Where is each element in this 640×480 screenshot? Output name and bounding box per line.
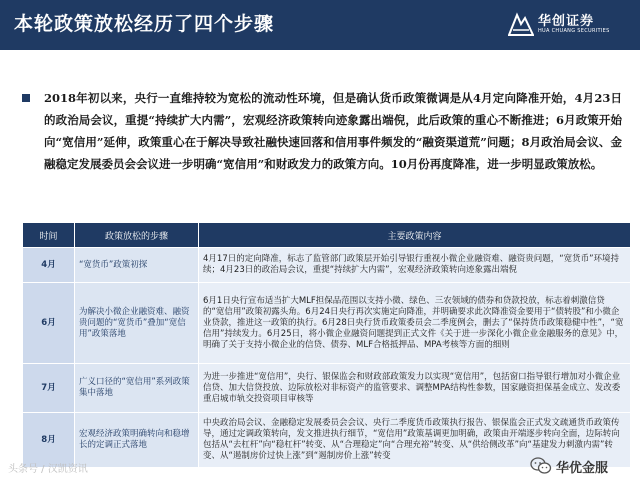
logo-mark-icon: [508, 12, 534, 36]
row-content: 4月17日的定向降准，标志了监管部门政策层开始引导银行重视小微企业融资难、融资贵问题，“宽货币”环境持续；4月23日的政治局会议，重提“持续扩大内需”，宏观经济政策转向迹象露出端倪: [199, 248, 631, 283]
logo-name: 华创证券: [538, 14, 595, 29]
row-time: 7月: [23, 364, 75, 413]
row-step: 宏观经济政策明确转向和稳增长的定调正式落地: [75, 413, 199, 468]
row-content: 6月1日央行宣布适当扩大MLF担保品范围以支持小微、绿色、三农领域的债券和贷款投放，标志着刺激信贷的“宽信用”政策初露头角。6月24日央行再次实施定向降准，并明确要求此次降准资金要用于“债转股”和小微企业贷款，推进这一政策的执行。6月28日央行货币政策委员会二季度例会，删去了“保持货币政策稳健中性”，“宽信用”持续发力。6月25日，将小微企业融资问题提到正式文件《关于进一步深化小微企业金融服务的意见》中，明确了关于支持小微企业的信贷、债券、MLF合格抵押品、MPA考核等方面的细则: [199, 283, 631, 364]
policy-table: [22, 222, 631, 468]
company-logo: [508, 10, 628, 40]
wechat-icon: [530, 457, 552, 475]
row-time: 8月: [23, 413, 75, 468]
table-row: [23, 364, 631, 413]
footer-brand: 华优金服: [556, 461, 609, 476]
logo-subtitle: HUA CHUANG SECURITIES: [538, 28, 610, 34]
row-content: 中央政治局会议、金融稳定发展委员会会议、央行二季度货币政策执行报告、银保监会正式发文疏通货币政策传导，通过定调政策转向，发文推进执行细节，“宽信用”政策基调更加明确，政策由开端逐步转向全面，边际转向包括从“去杠杆”向“稳杠杆”转变、从“合理稳定”向“合理充裕”转变、从“供给侧改革”向“基建发力刺激内需”转变、从“遏制房价过快上涨”到“遏制房价上涨”转变: [199, 413, 631, 468]
table-row: [23, 248, 631, 283]
header-time: 时间: [23, 223, 75, 248]
footer-watermark-left: 头条号 / 汉凯资讯: [8, 464, 88, 475]
page-title: 本轮政策放松经历了四个步骤: [14, 13, 275, 35]
table-header-row: [23, 223, 631, 248]
row-time: 4月: [23, 248, 75, 283]
square-bullet-icon: [22, 94, 30, 102]
row-step: 广义口径的“宽信用”系列政策集中落地: [75, 364, 199, 413]
row-time: 6月: [23, 283, 75, 364]
title-bar: [0, 0, 640, 50]
row-step: “宽货币”政策初探: [75, 248, 199, 283]
row-content: 为进一步推进“宽信用”，央行、银保监会和财政部政策发力以实现“宽信用”，包括窗口指导银行增加对小微企业信贷、加大信贷投放、边际放松对非标资产的监管要求、调整MPA结构性参数，国家融资担保基金成立、发改委重启城市轨交投资项目审核等: [199, 364, 631, 413]
intro-text: 2018年初以来，央行一直维持较为宽松的流动性环境，但是确认货币政策微调是从4月定向降准开始，4月23日的政治局会议，重提“持续扩大内需”，宏观经济政策转向迹象露出端倪，此后政策的重心不断推进；6月政策开始向“宽信用”延伸，政策重心在于解决导致社融快速回落和信用事件频发的“融资渠道荒”问题；8月政治局会议、金融稳定发展委员会会议进一步明确“宽信用”和财政发力的政策方向。10月份再度降准，进一步明显政策放松。: [44, 91, 622, 171]
table-row: [23, 283, 631, 364]
header-step: 政策放松的步骤: [75, 223, 199, 248]
header-content: 主要政策内容: [199, 223, 631, 248]
intro-paragraph: [22, 87, 622, 175]
row-step: 为解决小微企业融资难、融资贵问题的“宽货币”叠加“宽信用”政策落地: [75, 283, 199, 364]
